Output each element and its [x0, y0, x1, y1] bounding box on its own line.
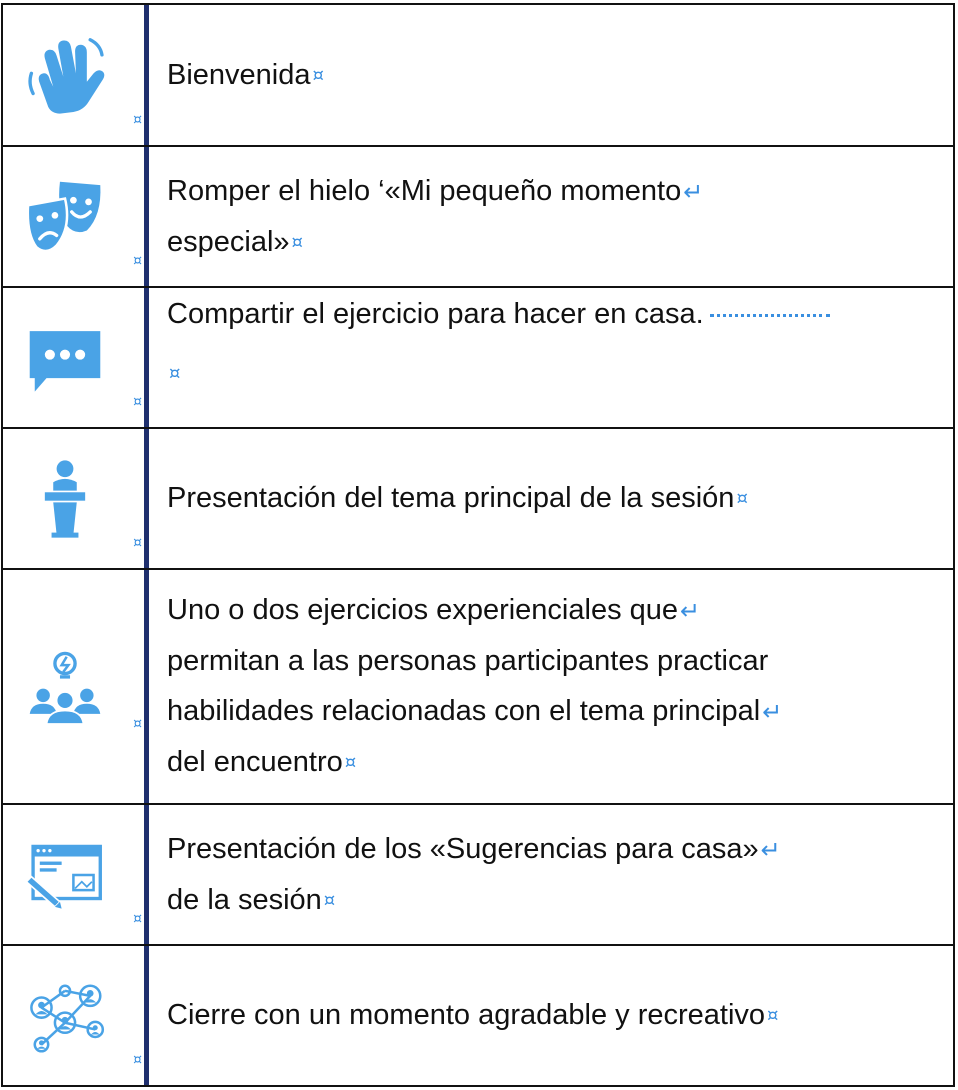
activity-text	[149, 570, 953, 803]
table-row	[3, 288, 953, 429]
waving-hand-icon	[23, 33, 107, 117]
row-text-line: Presentación de los «Sugerencias para casa»	[167, 832, 759, 865]
speaker-podium-icon	[23, 457, 107, 541]
table-row	[3, 5, 953, 147]
cell-end-mark: ¤	[169, 363, 181, 384]
row-text-line: del encuentro	[167, 746, 343, 778]
row-text: Cierre con un momento agradable y recreativo	[167, 999, 766, 1031]
cell-end-mark: ¤	[133, 1052, 142, 1068]
activity-text	[149, 288, 953, 427]
table-row	[3, 805, 953, 946]
row-text-line: Uno o dos ejercicios experienciales que	[167, 594, 679, 626]
row-text-line: habilidades relacionadas con el tema principal	[167, 695, 761, 727]
line-break-mark: ↵	[683, 177, 704, 206]
table-row	[3, 429, 953, 570]
row-text-line: especial»	[167, 225, 290, 258]
line-break-mark: ↵	[760, 835, 781, 864]
cell-end-mark: ¤	[736, 488, 748, 509]
browser-editing-icon	[23, 833, 107, 917]
row-text-line: de la sesión	[167, 883, 322, 916]
activity-text	[149, 429, 953, 568]
cell-end-mark: ¤	[767, 1005, 779, 1026]
line-break-mark: ↵	[680, 597, 701, 625]
cell-end-mark: ¤	[133, 535, 142, 551]
line-break-mark: ↵	[762, 698, 783, 726]
row-text-line: Compartir el ejercicio para hacer en casa.	[167, 298, 704, 330]
table-row	[3, 147, 953, 288]
people-network-icon	[23, 974, 107, 1058]
cell-end-mark: ¤	[133, 394, 142, 410]
group-idea-icon	[23, 645, 107, 729]
cell-end-mark: ¤	[133, 112, 142, 128]
icon-cell	[3, 570, 149, 803]
cell-end-mark: ¤	[133, 253, 142, 269]
cell-end-mark: ¤	[133, 716, 142, 732]
chat-bubble-icon	[23, 316, 107, 400]
cell-end-mark: ¤	[291, 231, 303, 253]
cell-end-mark: ¤	[344, 752, 357, 773]
cell-end-mark: ¤	[323, 889, 336, 911]
cell-end-mark: ¤	[133, 911, 142, 927]
icon-cell	[3, 5, 149, 145]
activity-text	[149, 5, 953, 145]
icon-cell	[3, 288, 149, 427]
theater-masks-icon	[23, 175, 107, 259]
icon-cell	[3, 946, 149, 1085]
icon-cell	[3, 147, 149, 286]
tab-leader	[710, 314, 830, 317]
table-row	[3, 946, 953, 1087]
row-text-line: permitan a las personas participantes practicar	[167, 645, 769, 677]
table-row	[3, 570, 953, 805]
icon-cell	[3, 429, 149, 568]
icon-cell	[3, 805, 149, 944]
row-text: Bienvenida	[167, 58, 311, 91]
activity-text	[149, 946, 953, 1085]
row-text: Presentación del tema principal de la sesión	[167, 482, 735, 514]
cell-end-mark: ¤	[312, 64, 324, 86]
activity-text	[149, 147, 953, 286]
row-text-line: Romper el hielo ‘«Mi pequeño momento	[167, 174, 682, 207]
activity-text	[149, 805, 953, 944]
activities-table	[1, 3, 955, 1087]
